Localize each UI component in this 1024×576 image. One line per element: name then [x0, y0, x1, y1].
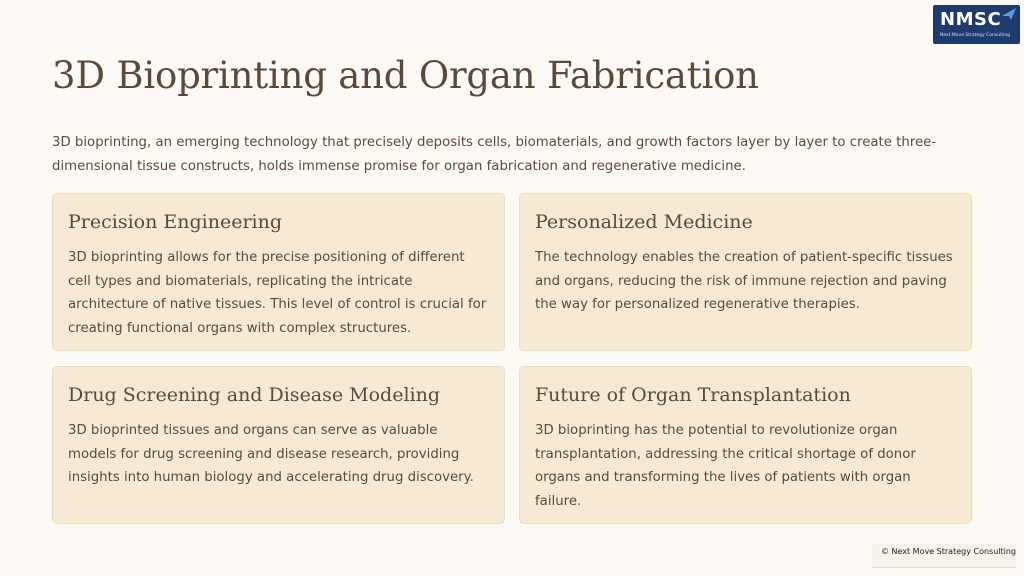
page-title: 3D Bioprinting and Organ Fabrication — [52, 54, 759, 97]
intro-paragraph: 3D bioprinting, an emerging technology that precisely deposits cells, biomaterials, and growth factors layer by layer to create three-dimensional tissue constructs, holds immense promise for organ fabrication and regenerative medicine. — [52, 135, 937, 174]
card-personalized-medicine — [519, 193, 972, 351]
company-logo — [933, 5, 1020, 44]
card-body: 3D bioprinted tissues and organs can serve as valuable models for drug screening and disease research, providing insights into human biology and accelerating drug discovery. — [68, 423, 474, 485]
card-title: Future of Organ Transplantation — [535, 384, 851, 406]
card-title: Precision Engineering — [68, 211, 283, 233]
footer-copyright: © Next Move Strategy Consulting — [880, 547, 1016, 556]
card-title: Drug Screening and Disease Modeling — [68, 384, 441, 406]
card-body: 3D bioprinting has the potential to revolutionize organ transplantation, addressing the critical shortage of donor organs and transforming the lives of patients with organ failure. — [535, 423, 916, 509]
card-precision-engineering — [52, 193, 505, 351]
logo-subtitle: Next Move Strategy Consulting — [940, 33, 1011, 38]
card-body: The technology enables the creation of patient-specific tissues and organs, reducing the risk of immune rejection and paving the way for personalized regenerative therapies. — [535, 250, 953, 312]
card-drug-screening — [52, 366, 505, 524]
arrow-icon — [1002, 8, 1016, 20]
card-title: Personalized Medicine — [535, 211, 753, 233]
card-organ-transplantation — [519, 366, 972, 524]
logo-text: NMSC — [940, 9, 1002, 30]
card-body: 3D bioprinting allows for the precise positioning of different cell types and biomaterials, replicating the intricate architecture of native tissues. This level of control is crucial for creating functional organs with complex structures. — [68, 250, 487, 336]
